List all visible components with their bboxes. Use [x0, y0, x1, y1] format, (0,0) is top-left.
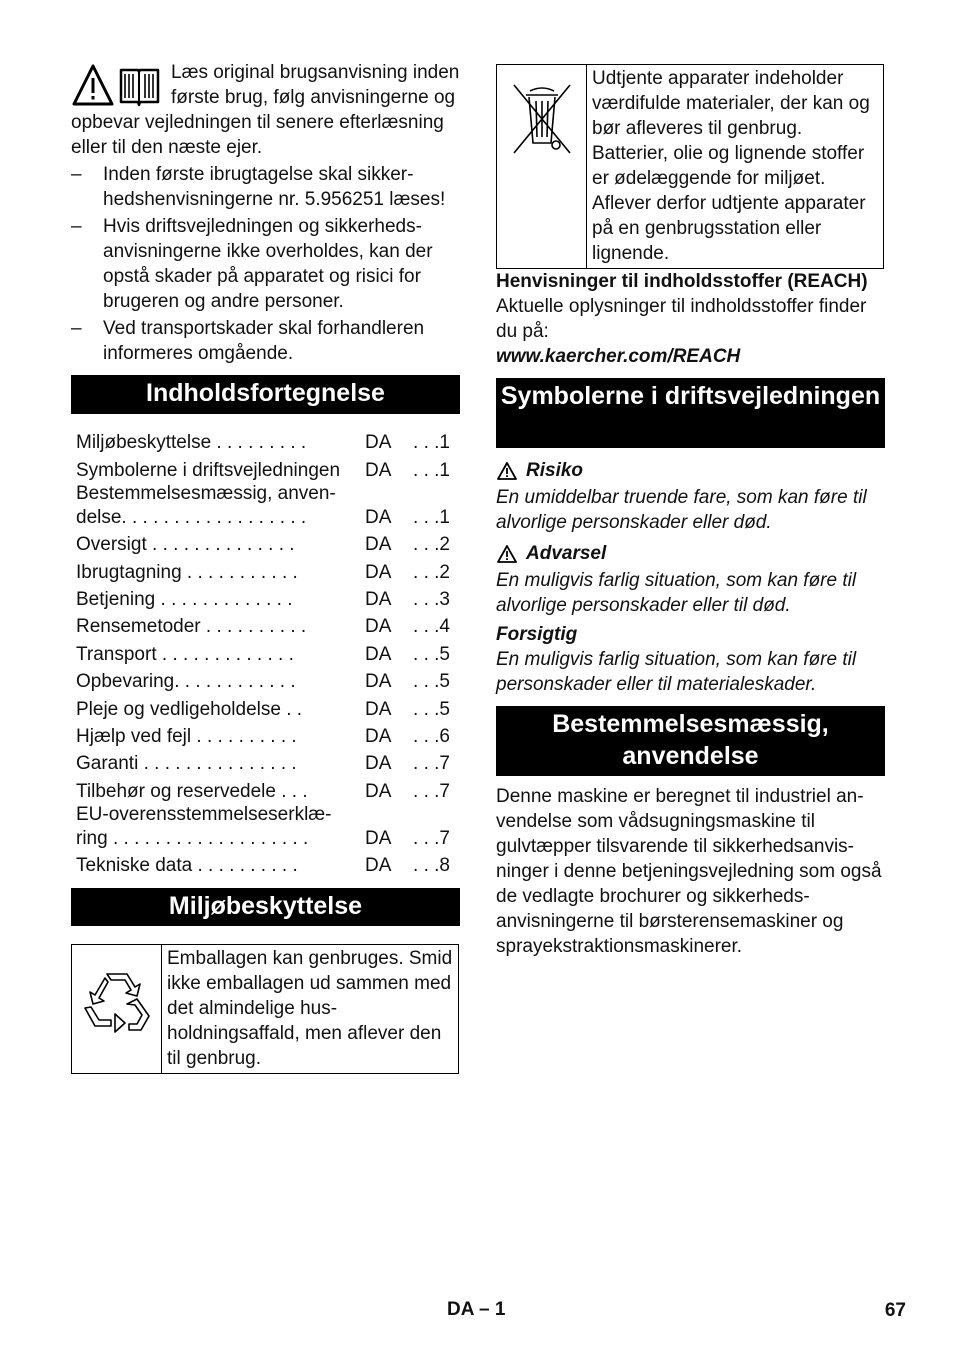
crossed-bin-icon-cell	[497, 65, 587, 269]
reach-url-link[interactable]: www.kaercher.com/REACH	[496, 346, 741, 367]
toc-row[interactable]: Symbolerne i driftsvejledningen DA . . .1	[76, 459, 450, 481]
toc-row[interactable]: Tekniske data . . . . . . . . . . DA . . .8	[76, 855, 450, 877]
toc-row[interactable]: Garanti . . . . . . . . . . . . . . . DA . . .7	[76, 753, 450, 775]
reach-heading: Henvisninger til indholdsstoffer (REACH)	[496, 271, 868, 292]
toc-row[interactable]: Hjælp ved fejl . . . . . . . . . . DA . . .6	[76, 725, 450, 747]
disposal-box	[496, 64, 884, 269]
toc-row[interactable]: Bestemmelsesmæssig, anven- delse. . . . . . . . . . . . . . . . . . DA . . .1	[76, 482, 450, 528]
toc-row[interactable]: Pleje og vedligeholdelse . . DA . . .5	[76, 698, 450, 720]
toc-row[interactable]: Ibrugtagning . . . . . . . . . . . DA . . .2	[76, 561, 450, 583]
reach-text: Aktuelle oplysninger til indholdsstoffer finder du på:	[496, 296, 867, 342]
list-item: – Inden første ibrugtagelse skal sikkerhedshenvisningerne nr. 5.956251 læses!	[71, 162, 460, 212]
symbols-heading: Symbolerne i driftsvejledningen	[496, 378, 885, 448]
risiko-text: En umiddelbar truende fare, som kan føre til alvorlige personskader eller død.	[496, 487, 867, 533]
intended-use-text: Denne maskine er beregnet til industriel anvendelse som vådsugningsmaskine til gulvtæpper tilsvarende til sikkerhedsanvisninger i denne betjeningsvejledning som også de vedlagte brochurer og sikkerhedsanvisningerne til børsterensemaskiner og sprayekstraktionsmaskinerer.	[496, 786, 882, 957]
toc-row[interactable]: Transport . . . . . . . . . . . . . DA . . .5	[76, 643, 450, 665]
intro-bullet-list	[71, 162, 460, 366]
toc-row[interactable]: Opbevaring. . . . . . . . . . . . DA . . .5	[76, 671, 450, 693]
toc-row[interactable]: EU-overensstemmelseserklæ- ring . . . . . . . . . . . . . . . . . . . DA . . .7	[76, 803, 450, 849]
intro-section	[71, 60, 460, 366]
recycle-icon-cell	[72, 945, 162, 1074]
warning-triangle-icon	[496, 461, 518, 481]
packaging-box	[71, 944, 459, 1074]
toc-row[interactable]: Tilbehør og reservedele . . . DA . . .7	[76, 780, 450, 802]
toc-heading: Indholdsfortegnelse	[71, 375, 460, 414]
intro-text: Læs original brugsanvisning inden første brug, følg anvisningerne og opbevar vejledningen til senere efterlæsning eller til den næste ejer.	[71, 62, 460, 158]
table-of-contents	[71, 428, 460, 878]
toc-row[interactable]: Rensemetoder . . . . . . . . . . DA . . .4	[76, 616, 450, 638]
risiko-heading: Risiko	[496, 456, 885, 485]
environment-heading: Miljøbeskyttelse	[71, 888, 460, 926]
toc-row[interactable]: Betjening . . . . . . . . . . . . . DA . . .3	[76, 588, 450, 610]
recycle-icon	[79, 968, 155, 1044]
disposal-text: Udtjente apparater indeholder værdifulde materialer, der kan og bør afleveres til genbrug. Batterier, olie og lignende stoffer er ødelæggende for miljøet. Aflever derfor udtjente apparater på en genbrugsstation eller lignende.	[587, 65, 884, 269]
warning-and-manual-icon	[71, 62, 165, 108]
crossed-out-bin-icon	[510, 81, 574, 157]
toc-row[interactable]: Oversigt . . . . . . . . . . . . . . DA . . .2	[76, 534, 450, 556]
warning-triangle-icon	[496, 544, 518, 564]
advarsel-text: En muligvis farlig situation, som kan føre til alvorlige personskader eller til død.	[496, 570, 857, 616]
list-item: – Hvis driftsvejledningen og sikkerhedsanvisningerne ikke overholdes, kan der opstå skader på apparatet og risici for brugeren og andre personer.	[71, 214, 460, 314]
forsigtig-text: En muligvis farlig situation, som kan føre til personskader eller til materialeskader.	[496, 649, 857, 695]
left-column	[71, 60, 460, 1074]
page-number: 67	[884, 1300, 906, 1321]
right-column	[496, 64, 885, 959]
packaging-text: Emballagen kan genbruges. Smid ikke emballagen ud sammen med det almindelige husholdningsaffald, men aflever den til genbrug.	[162, 945, 459, 1074]
intended-use-heading: Bestemmelsesmæssig, anvendelse	[496, 706, 885, 776]
forsigtig-heading: Forsigtig	[496, 624, 578, 645]
advarsel-heading: Advarsel	[496, 539, 885, 568]
list-item: – Ved transportskader skal forhandleren informeres omgående.	[71, 316, 460, 366]
toc-row[interactable]: Miljøbeskyttelse . . . . . . . . . DA . . .1	[76, 432, 450, 454]
footer-label: DA – 1	[447, 1299, 506, 1320]
